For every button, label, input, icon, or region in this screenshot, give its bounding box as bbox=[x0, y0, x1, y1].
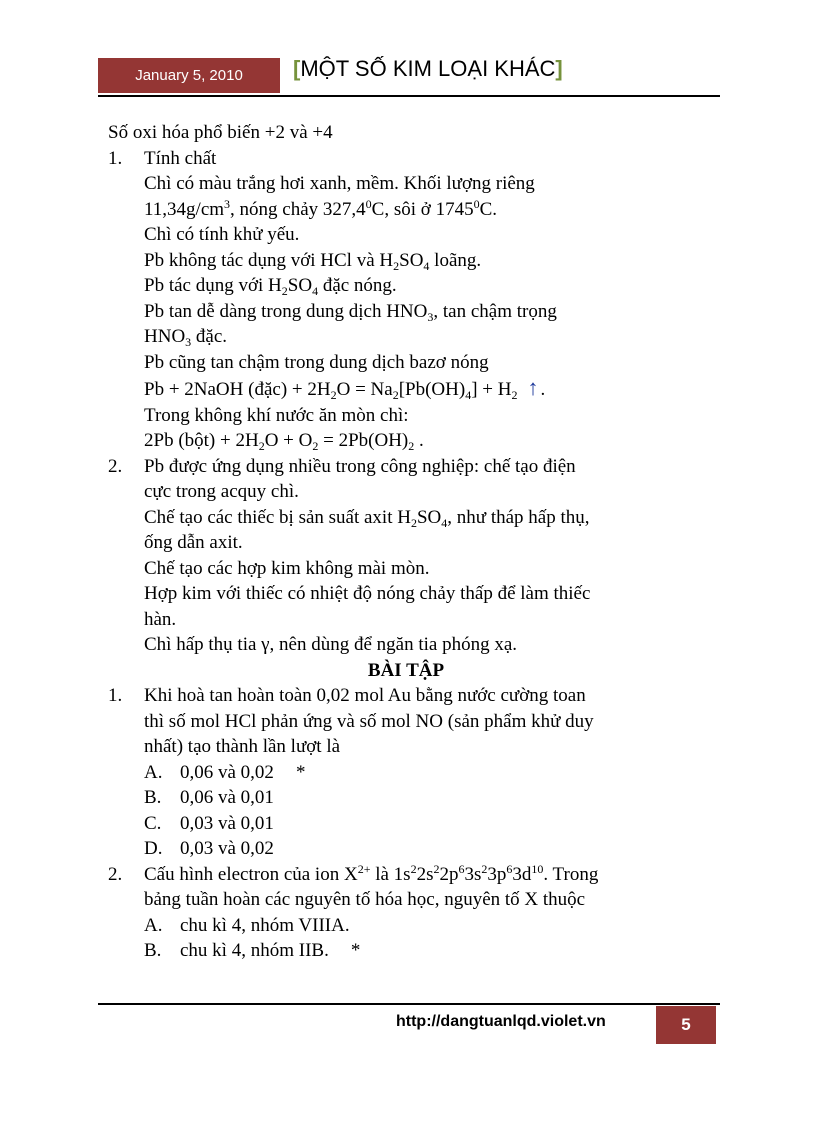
section1-number: 1. bbox=[108, 147, 123, 169]
s1-p7: Trong không khí nước ăn mòn chì: bbox=[144, 404, 409, 426]
q2-option-a: A. chu kì 4, nhóm VIIIA. bbox=[144, 914, 350, 936]
header-bracket-close: ] bbox=[555, 56, 563, 81]
s2-p3: Chế tạo các hợp kim không mài mòn. bbox=[144, 557, 430, 579]
q1-line3: nhất) tạo thành lần lượt là bbox=[144, 736, 341, 757]
q1-line2: thì số mol HCl phản ứng và số mol NO (sản phẩm khử duy bbox=[144, 710, 594, 732]
q1-option-d: D. 0,03 và 0,02 bbox=[144, 838, 274, 859]
header-title: MỘT SỐ KIM LOẠI KHÁC bbox=[300, 56, 556, 81]
s2-p4-line1: Hợp kim với thiếc có nhiệt độ nóng chảy thấp để làm thiếc bbox=[144, 583, 591, 604]
footer-url: http://dangtuanlqd.violet.vn bbox=[396, 1013, 606, 1030]
section2-number: 2. bbox=[108, 455, 123, 477]
page-number: 5 bbox=[656, 1006, 716, 1044]
section1-title: Tính chất bbox=[144, 147, 217, 169]
header-title-block bbox=[293, 56, 563, 82]
s1-p2: Chì có tính khử yếu. bbox=[144, 224, 300, 245]
q2-option-b: B. chu kì 4, nhóm IIB. * bbox=[108, 938, 704, 964]
s1-equation2: 2Pb (bột) + $2H_2O + O_2 = 2Pb(OH)_2$ . bbox=[144, 430, 424, 453]
s1-p5-line2: $HNO_3$ đặc. bbox=[144, 326, 228, 349]
answer-mark: * bbox=[350, 940, 361, 961]
s1-p1-line2: $11,34g/cm^3$, nóng chảy 327,4$^0$C, sôi ở 1745$^0$C. bbox=[144, 196, 498, 220]
header-bracket-open: [ bbox=[293, 56, 301, 81]
s1-p6: Pb cũng tan chậm trong dung dịch bazơ nóng bbox=[144, 351, 489, 373]
q2-line2: bảng tuần hoàn các nguyên tố hóa học, nguyên tố X thuộc bbox=[144, 889, 586, 910]
q2-number: 2. bbox=[108, 863, 123, 885]
answer-mark: * bbox=[295, 761, 306, 783]
s2-p4-line2: hàn. bbox=[144, 608, 177, 630]
document-body bbox=[108, 120, 704, 964]
q1-option-a: A. 0,06 và 0,02 * bbox=[108, 760, 704, 786]
q2-line1: 2. Cấu hình electron của ion $X^{2+}$ là $1s^22s^22p^63s^23p^63d^{10}$. Trong bbox=[108, 862, 704, 888]
s2-p1-line1: 2. Pb được ứng dụng nhiều trong công nghiệp: chế tạo điện bbox=[108, 454, 704, 480]
q1-line1: 1. Khi hoà tan hoàn toàn 0,02 mol Au bằng nước cường toan bbox=[108, 683, 704, 709]
header-date: January 5, 2010 bbox=[98, 58, 280, 93]
s2-p2-line1: Chế tạo các thiếc bị sản suất axit $H_2SO_4$, như tháp hấp thụ, bbox=[144, 506, 590, 530]
s1-p3: Pb không tác dụng với HCl và $H_2SO_4$ loãng. bbox=[144, 249, 482, 273]
up-arrow-icon: ↑ bbox=[527, 375, 539, 400]
header-rule bbox=[98, 95, 720, 97]
s1-p4: Pb tác dụng với $H_2SO_4$ đặc nóng. bbox=[144, 275, 397, 298]
exercises-heading: BÀI TẬP bbox=[367, 659, 445, 681]
q1-option-c: C. 0,03 và 0,01 bbox=[144, 812, 274, 834]
section1-heading bbox=[108, 146, 704, 172]
s1-equation1: Pb + 2NaOH (đặc) + $2H_2O = Na_2[Pb(OH)_4] + H_2$ ↑ . bbox=[144, 375, 546, 402]
q1-option-b: B. 0,06 và 0,01 bbox=[144, 787, 274, 808]
s1-p5-line1: Pb tan dễ dàng trong dung dịch $HNO_3$, tan chậm trọng bbox=[144, 300, 557, 324]
intro-line: Số oxi hóa phổ biến +2 và +4 bbox=[108, 122, 333, 143]
s1-p1-line1: Chì có màu trắng hơi xanh, mềm. Khối lượng riêng bbox=[144, 173, 535, 194]
footer-rule bbox=[98, 1003, 720, 1005]
s2-p2-line2: ống dẫn axit. bbox=[144, 532, 243, 553]
q1-number: 1. bbox=[108, 685, 123, 706]
s2-p1-line2: cực trong acquy chì. bbox=[144, 481, 299, 502]
s2-p5: Chì hấp thụ tia γ, nên dùng để ngăn tia phóng xạ. bbox=[144, 634, 518, 655]
